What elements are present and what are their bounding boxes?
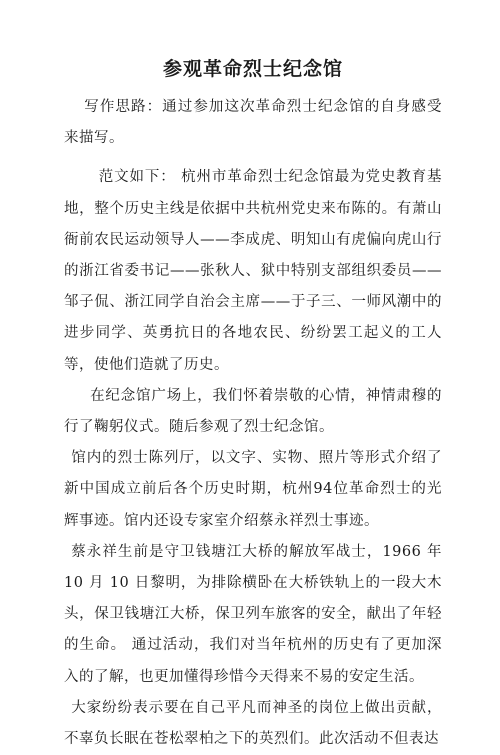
document-title: 参观革命烈士纪念馆 <box>162 58 343 80</box>
paragraph-conclusion: 大家纷纷表示要在自己平凡而神圣的岗位上做出贡献，不辜负长眠在苍松翠柏之下的英烈们。此次活动不但表达 <box>64 699 442 748</box>
paragraph-exhibition-hall: 馆内的烈士陈列厅，以文字、实物、照片等形式介绍了新中国成立前后各个历史时期，杭州94位革命烈士的光辉事迹。馆内还设专家室介绍蔡永祥烈士事迹。 <box>64 450 442 529</box>
paragraph-sample-intro: 范文如下： 杭州市革命烈士纪念馆最为党史教育基地，整个历史主线是依据中共杭州党史来布陈的。有萧山衙前农民运动领导人——李成虎、明知山有虎偏向虎山行的浙江省委书记——张秋人、狱中特别支部组织委员——邹子侃、浙江同学自治会主席——于子三、一师风潮中的进步同学、英勇抗日的各地农民、纷纷罢工起义的工人等，使他们造就了历史。 <box>64 169 442 373</box>
paragraph-cai-yongxiang: 蔡永祥生前是守卫钱塘江大桥的解放军战士，1966 年 10 月 10 日黎明，为排除横卧在大桥铁轨上的一段大木头，保卫钱塘江大桥，保卫列车旅客的安全，献出了年轻的生命。 通过活动，我们对当年杭州的历史有了更加深入的了解，也更加懂得珍惜今天得来不易的安定生活。 <box>64 543 442 685</box>
paragraph-writing-idea: 写作思路：通过参加这次革命烈士纪念馆的自身感受来描写。 <box>64 99 442 147</box>
paragraph-ceremony: 在纪念馆广场上，我们怀着崇敬的心情，神情肃穆的行了鞠躬仪式。随后参观了烈士纪念馆。 <box>64 387 442 436</box>
